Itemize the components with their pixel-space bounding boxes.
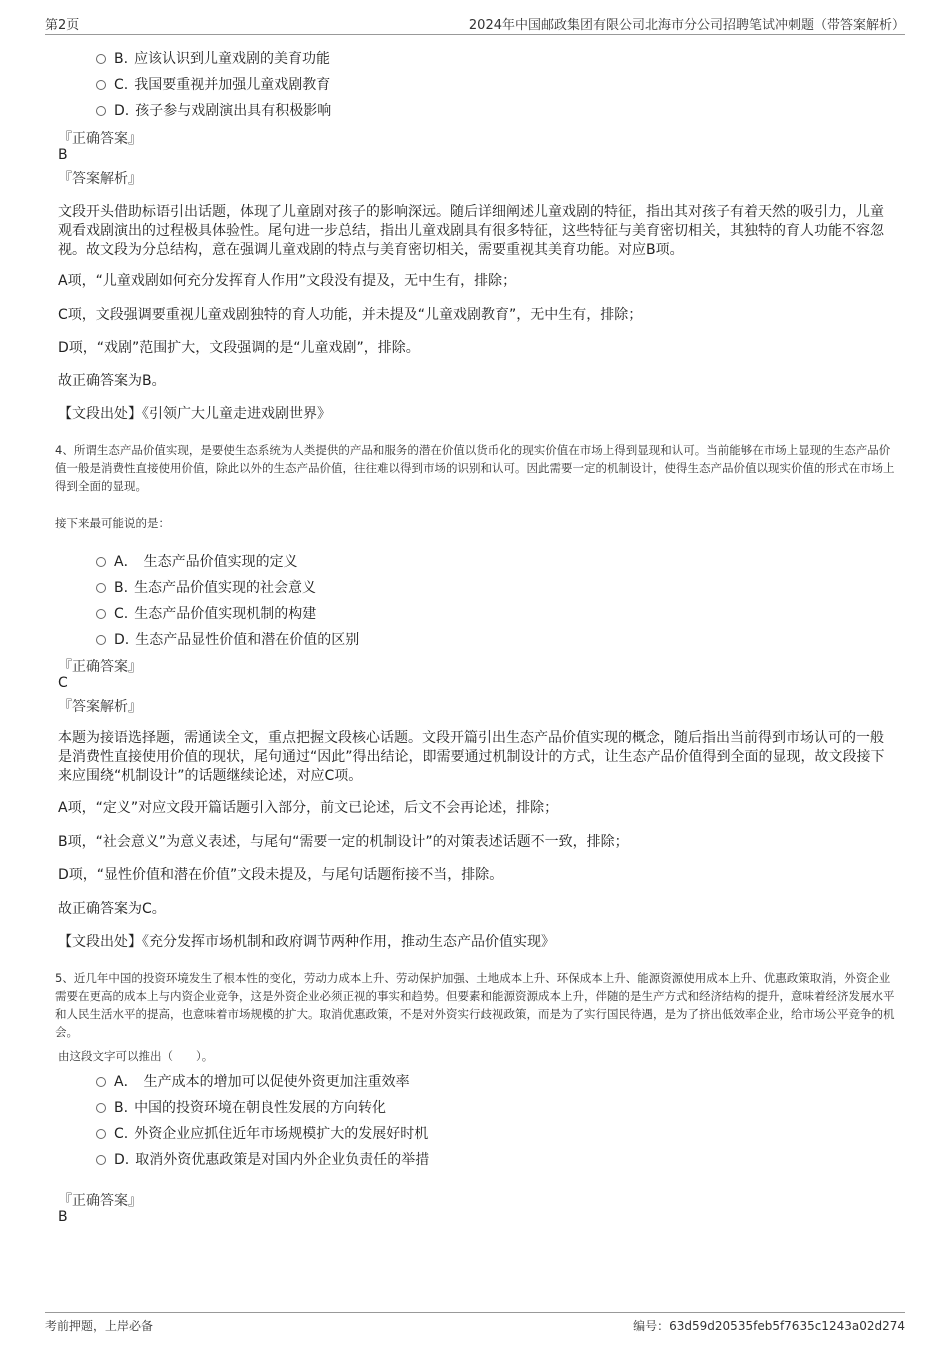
radio-icon[interactable] [96, 106, 106, 116]
q4-analysis-a: A项，“定义”对应文段开篇话题引入部分，前文已论述，后文不会再论述，排除； [58, 800, 559, 816]
q4-analysis-label: 『答案解析』 [58, 699, 142, 715]
page-header [45, 12, 905, 35]
document-title: 2024年中国邮政集团有限公司北海市分公司招聘笔试冲刺题（带答案解析） [468, 18, 905, 33]
q4-option-b[interactable]: B. 生态产品价值实现的社会意义 [96, 577, 316, 597]
q3-analysis-a: A项，“儿童戏剧如何充分发挥育人作用”文段没有提及，无中生有，排除； [58, 273, 517, 289]
radio-icon[interactable] [96, 1077, 106, 1087]
radio-icon[interactable] [96, 80, 106, 90]
radio-icon[interactable] [96, 635, 106, 645]
page-number: 第2页 [45, 18, 80, 33]
q4-analysis-d: D项，“显性价值和潜在价值”文段未提及，与尾句话题衔接不当，排除。 [58, 867, 504, 883]
q5-option-b[interactable]: B. 中国的投资环境在朝良性发展的方向转化 [96, 1097, 386, 1117]
radio-icon[interactable] [96, 1129, 106, 1139]
radio-icon[interactable] [96, 1103, 106, 1113]
radio-icon[interactable] [96, 1155, 106, 1165]
q5-answer: B [58, 1209, 68, 1225]
q3-option-d[interactable]: D. 孩子参与戏剧演出具有积极影响 [96, 100, 331, 120]
document-code: 编号：63d59d20535feb5f7635c1243a02d274 [633, 1319, 905, 1333]
footer-slogan: 考前押题，上岸必备 [45, 1319, 154, 1333]
q5-option-d[interactable]: D. 取消外资优惠政策是对国内外企业负责任的举措 [96, 1149, 429, 1169]
q3-analysis-c: C项，文段强调要重视儿童戏剧独特的育人功能，并未提及“儿童戏剧教育”，无中生有，排除； [58, 307, 643, 323]
q3-option-c[interactable]: C. 我国要重视并加强儿童戏剧教育 [96, 74, 330, 94]
q3-analysis-d: D项，“戏剧”范围扩大，文段强调的是“儿童戏剧”，排除。 [58, 340, 420, 356]
q5-stem: 5、近几年中国的投资环境发生了根本性的变化，劳动力成本上升、劳动保护加强、土地成本上升、环保成本上升、能源资源使用成本上升、优惠政策取消，外资企业需要在更高的成本上与内资企业竞争，这是外资企业必须正视的事实和趋势。但要素和能源资源成本上升，伴随的是生产方式和经济结构的提升，意味着经济发展水平和人民生活水平的提高，也意味着市场规模的扩大。取消优惠政策，不是对外资实行歧视政策，而是为了实行国民待遇，是为了挤出低效率企业，给市场公平竞争的机会。 [55, 971, 895, 1039]
q3-analysis-main: 文段开头借助标语引出话题，体现了儿童剧对孩子的影响深远。随后详细阐述儿童戏剧的特征，指出其对孩子有着天然的吸引力，儿童观看戏剧演出的过程极具体验性。尾句进一步总结，指出儿童戏剧具有很多特征，这些特征与美育密切相关，其独特的育人功能不容忽视。故文段为分总结构，意在强调儿童戏剧的特点与美育密切相关，需要重视其美育功能。对应B项。 [58, 204, 884, 258]
q4-analysis-main: 本题为接语选择题，需通读全文，重点把握文段核心话题。文段开篇引出生态产品价值实现的概念，随后指出当前得到市场认可的一般是消费性直接使用价值的现状，尾句通过“因此”得出结论，即需要通过机制设计的方式，让生态产品价值得到全面的显现，故文段接下来应围绕“机制设计”的话题继续论述，对应C项。 [58, 730, 885, 784]
q4-option-c[interactable]: C. 生态产品价值实现机制的构建 [96, 603, 316, 623]
q4-answer-label: 『正确答案』 [58, 659, 142, 675]
q3-answer: B [58, 147, 68, 163]
q4-conclusion: 故正确答案为C。 [58, 901, 166, 917]
q4-option-d[interactable]: D. 生态产品显性价值和潜在价值的区别 [96, 629, 359, 649]
radio-icon[interactable] [96, 583, 106, 593]
q5-option-a[interactable]: A． 生产成本的增加可以促使外资更加注重效率 [96, 1071, 410, 1091]
q4-source: 【文段出处】《充分发挥市场机制和政府调节两种作用，推动生态产品价值实现》 [58, 934, 555, 950]
radio-icon[interactable] [96, 609, 106, 619]
q3-option-b[interactable]: B. 应该认识到儿童戏剧的美育功能 [96, 48, 330, 68]
q3-source: 【文段出处】《引领广大儿童走进戏剧世界》 [58, 406, 331, 422]
q4-analysis-b: B项，“社会意义”为意义表述，与尾句“需要一定的机制设计”的对策表述话题不一致，排除； [58, 834, 629, 850]
radio-icon[interactable] [96, 54, 106, 64]
q5-option-c[interactable]: C. 外资企业应抓住近年市场规模扩大的发展好时机 [96, 1123, 428, 1143]
radio-icon[interactable] [96, 557, 106, 567]
q4-answer: C [58, 675, 68, 691]
q5-answer-label: 『正确答案』 [58, 1193, 142, 1209]
q3-analysis-label: 『答案解析』 [58, 171, 142, 187]
q5-prompt: 由这段文字可以推出（ ）。 [58, 1049, 214, 1063]
q3-answer-label: 『正确答案』 [58, 131, 142, 147]
q4-stem: 4、所谓生态产品价值实现，是要使生态系统为人类提供的产品和服务的潜在价值以货币化的现实价值在市场上得到显现和认可。当前能够在市场上显现的生态产品价值一般是消费性直接使用价值，除此以外的生态产品价值，往往难以得到市场的识别和认可。因此需要一定的机制设计，使得生态产品价值以现实价值的形式在市场上得到全面的显现。 [55, 443, 895, 493]
q3-conclusion: 故正确答案为B。 [58, 373, 166, 389]
q4-option-a[interactable]: A． 生态产品价值实现的定义 [96, 551, 298, 571]
q4-prompt: 接下来最可能说的是： [55, 516, 170, 530]
page-footer [45, 1312, 905, 1339]
